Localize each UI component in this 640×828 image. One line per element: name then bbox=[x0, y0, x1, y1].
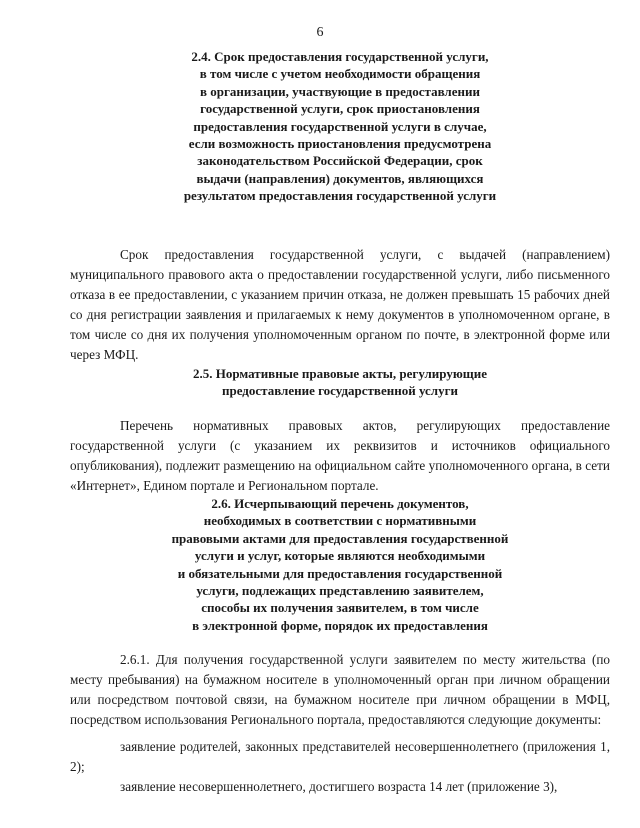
heading-line: государственной услуги, срок приостановления bbox=[200, 101, 480, 117]
section-2-4-heading bbox=[70, 48, 610, 205]
section-2-5-paragraph: Перечень нормативных правовых актов, регулирующих предоставление государственной услуги (с указанием их реквизитов и источников официального опубликования), подлежит размещению на официальном сайте уполномоченного органа, в сети «Интернет», Едином портале и Региональном портале. bbox=[70, 418, 610, 493]
heading-line: предоставления государственной услуги в случае, bbox=[193, 118, 487, 134]
list-item-minor-application: заявление несовершеннолетнего, достигшего возраста 14 лет (приложение 3), bbox=[120, 779, 558, 794]
heading-line: если возможность приостановления предусмотрена bbox=[188, 136, 492, 152]
section-2-6-1-paragraph: 2.6.1. Для получения государственной услуги заявителем по месту жительства (по месту пребывания) на бумажном носителе в уполномоченный орган при личном обращении или посредством почтовой связи, на бумажном носителе при личном обращении в МФЦ, посредством использования Регионального портала, предоставляются следующие документы: bbox=[70, 652, 610, 727]
heading-line: в организации, участвующие в предоставлении bbox=[200, 83, 480, 99]
heading-line: 2.5. Нормативные правовые акты, регулирующие bbox=[192, 366, 488, 381]
heading-line: правовыми актами для предоставления государственной bbox=[171, 530, 509, 546]
heading-line: 2.6. Исчерпывающий перечень документов, bbox=[211, 496, 469, 511]
heading-line: 2.4. Срок предоставления государственной услуги, bbox=[191, 49, 489, 64]
heading-line: способы их получения заявителем, в том числе bbox=[201, 600, 479, 616]
heading-line: услуги и услуг, которые являются необходимыми bbox=[194, 548, 486, 564]
heading-line: необходимых в соответствии с нормативными bbox=[203, 513, 477, 529]
section-2-5-heading bbox=[70, 365, 610, 400]
heading-line: в том числе с учетом необходимости обращения bbox=[199, 66, 481, 82]
heading-line: в электронной форме, порядок их предоставления bbox=[192, 617, 488, 633]
section-2-6-heading bbox=[70, 495, 610, 634]
heading-line: результатом предоставления государственной услуги bbox=[183, 188, 497, 204]
heading-line: предоставление государственной услуги bbox=[221, 383, 458, 399]
page-number: 6 bbox=[316, 25, 324, 40]
heading-line: законодательством Российской Федерации, срок bbox=[197, 153, 483, 169]
heading-line: и обязательными для предоставления государственной bbox=[177, 565, 503, 581]
heading-line: услуги, подлежащих представлению заявителем, bbox=[196, 583, 484, 599]
heading-line: выдачи (направления) документов, являющихся bbox=[196, 170, 484, 186]
section-2-4-paragraph: Срок предоставления государственной услуги, с выдачей (направлением) муниципального правового акта о предоставлении государственной услуги, либо письменного отказа в ее предоставлении, с указанием причин отказа, не должен превышать 15 рабочих дней со дня регистрации заявления и прилагаемых к нему документов в уполномоченном органе, в том числе со дня их получения уполномоченным органом по почте, в электронной форме или через МФЦ. bbox=[70, 247, 610, 362]
list-item-parents-application: заявление родителей, законных представителей несовершеннолетнего (приложения 1, 2); bbox=[70, 739, 610, 774]
